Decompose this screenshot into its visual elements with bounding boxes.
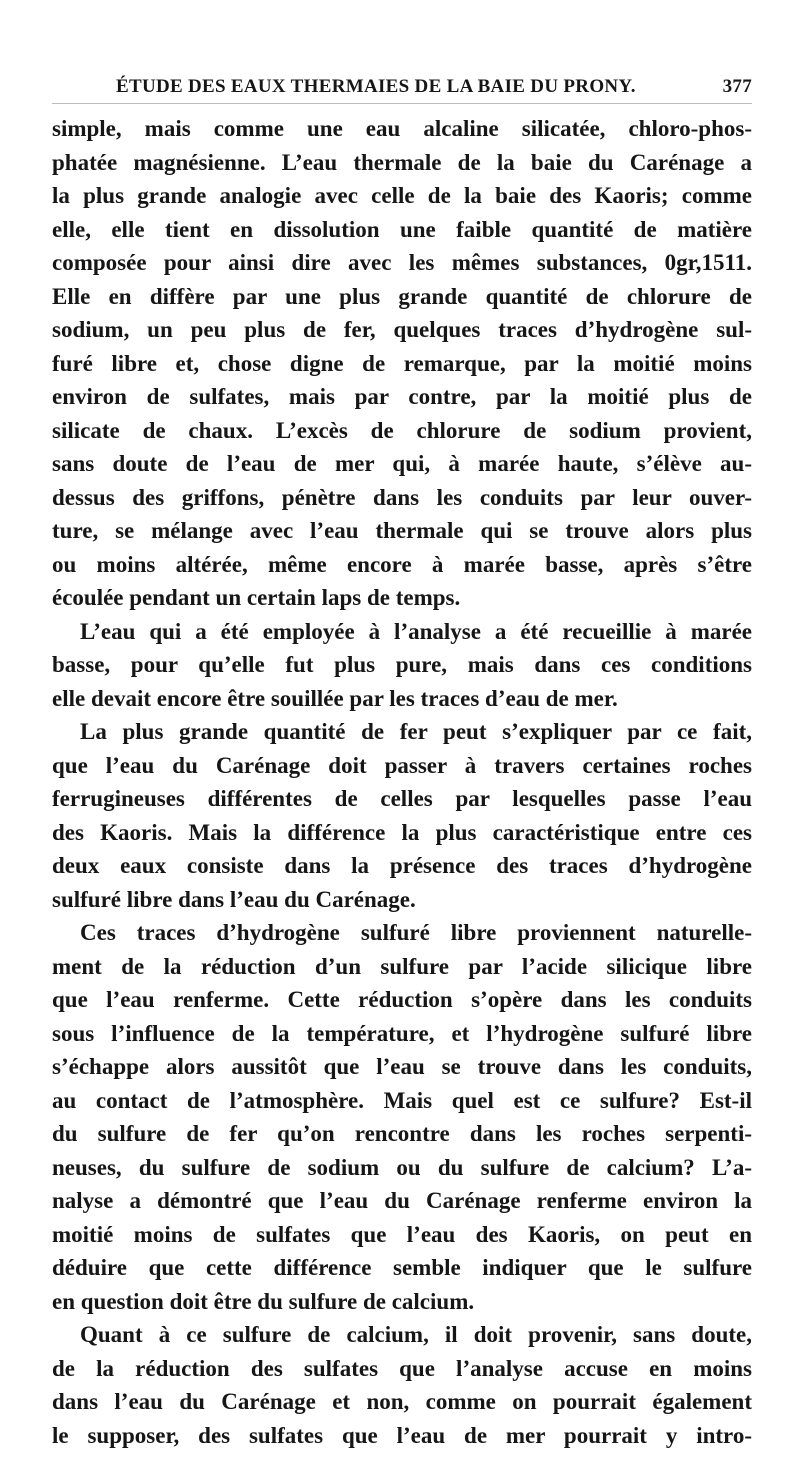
text-line: s’échappe alors aussitôt que l’eau se trouve dans les conduits, <box>52 1054 752 1079</box>
text-line: L’eau qui a été employée à l’analyse a été recueillie à marée <box>80 618 752 644</box>
text-line: sans doute de l’eau de mer qui, à marée haute, s’élève au- <box>52 451 752 476</box>
text-line: Elle en diffère par une plus grande quantité de chlorure de <box>52 283 752 309</box>
text-line: en question doit être du sulfure de calcium. <box>52 1288 475 1314</box>
text-line: dessus des griffons, pénètre dans les conduits par leur ouver- <box>52 484 752 510</box>
text-line: environ de sulfates, mais par contre, par la moitié plus de <box>52 384 752 409</box>
text-line: le supposer, des sulfates que l’eau de mer pourrait y intro- <box>52 1422 752 1448</box>
text-line: La plus grande quantité de fer peut s’expliquer par ce fait, <box>80 719 752 744</box>
text-line: sulfuré libre dans l’eau du Carénage. <box>52 886 416 912</box>
text-line: ou moins altérée, même encore à marée basse, après s’être <box>52 551 752 577</box>
text-line: sodium, un peu plus de fer, quelques traces d’hydrogène sul- <box>52 317 752 342</box>
text-line: au contact de l’atmosphère. Mais quel est ce sulfure? Est-il <box>52 1087 752 1113</box>
paragraph <box>52 1318 752 1452</box>
text-line: Quant à ce sulfure de calcium, il doit provenir, sans doute, <box>80 1322 752 1347</box>
text-line: que l’eau renferme. Cette réduction s’opère dans les conduits <box>52 987 752 1012</box>
paragraph <box>52 916 752 1318</box>
running-head <box>52 76 752 104</box>
text-line: que l’eau du Carénage doit passer à travers certaines roches <box>52 752 752 778</box>
text-line: nalyse a démontré que l’eau du Carénage renferme environ la <box>52 1188 752 1213</box>
text-line: écoulée pendant un certain laps de temps. <box>52 585 461 610</box>
header-rule <box>52 103 752 104</box>
text-line: elle devait encore être souillée par les traces d’eau de mer. <box>52 685 618 711</box>
text-line: déduire que cette différence semble indiquer que le sulfure <box>52 1255 752 1280</box>
text-line: silicate de chaux. L’excès de chlorure de sodium provient, <box>52 417 752 443</box>
text-line: composée pour ainsi dire avec les mêmes substances, 0gr,1511. <box>52 250 752 275</box>
running-title: ÉTUDE DES EAUX THERMAIES DE LA BAIE DU PRONY. <box>116 76 636 97</box>
text-line: neuses, du sulfure de sodium ou du sulfure de calcium? L’a- <box>52 1154 752 1180</box>
text-line: basse, pour qu’elle fut plus pure, mais dans ces conditions <box>52 652 752 677</box>
text-line: sous l’influence de la température, et l’hydrogène sulfuré libre <box>52 1020 752 1046</box>
text-line: dans l’eau du Carénage et non, comme on pourrait également <box>52 1389 752 1414</box>
body-text <box>52 112 752 1452</box>
text-line: de la réduction des sulfates que l’analyse accuse en moins <box>52 1355 752 1381</box>
text-line: Ces traces d’hydrogène sulfuré libre proviennent naturelle- <box>80 920 752 945</box>
text-line: ferrugineuses différentes de celles par lesquelles passe l’eau <box>52 786 752 811</box>
paragraph <box>52 112 752 615</box>
paragraph <box>52 715 752 916</box>
paragraph <box>52 615 752 716</box>
text-line: ment de la réduction d’un sulfure par l’acide silicique libre <box>52 953 752 979</box>
text-line: simple, mais comme une eau alcaline silicatée, chloro-phos- <box>52 116 752 141</box>
text-line: elle, elle tient en dissolution une faible quantité de matière <box>52 216 752 242</box>
text-line: deux eaux consiste dans la présence des traces d’hydrogène <box>52 853 752 878</box>
text-line: ture, se mélange avec l’eau thermale qui se trouve alors plus <box>52 518 752 543</box>
text-line: furé libre et, chose digne de remarque, par la moitié moins <box>52 350 752 376</box>
text-line: moitié moins de sulfates que l’eau des Kaoris, on peut en <box>52 1221 752 1247</box>
text-line: la plus grande analogie avec celle de la baie des Kaoris; comme <box>52 183 752 208</box>
text-line: du sulfure de fer qu’on rencontre dans les roches serpenti- <box>52 1121 752 1146</box>
page-number: 377 <box>722 76 752 97</box>
text-line: des Kaoris. Mais la différence la plus caractéristique entre ces <box>52 819 752 845</box>
text-line: phatée magnésienne. L’eau thermale de la baie du Carénage a <box>52 149 752 175</box>
